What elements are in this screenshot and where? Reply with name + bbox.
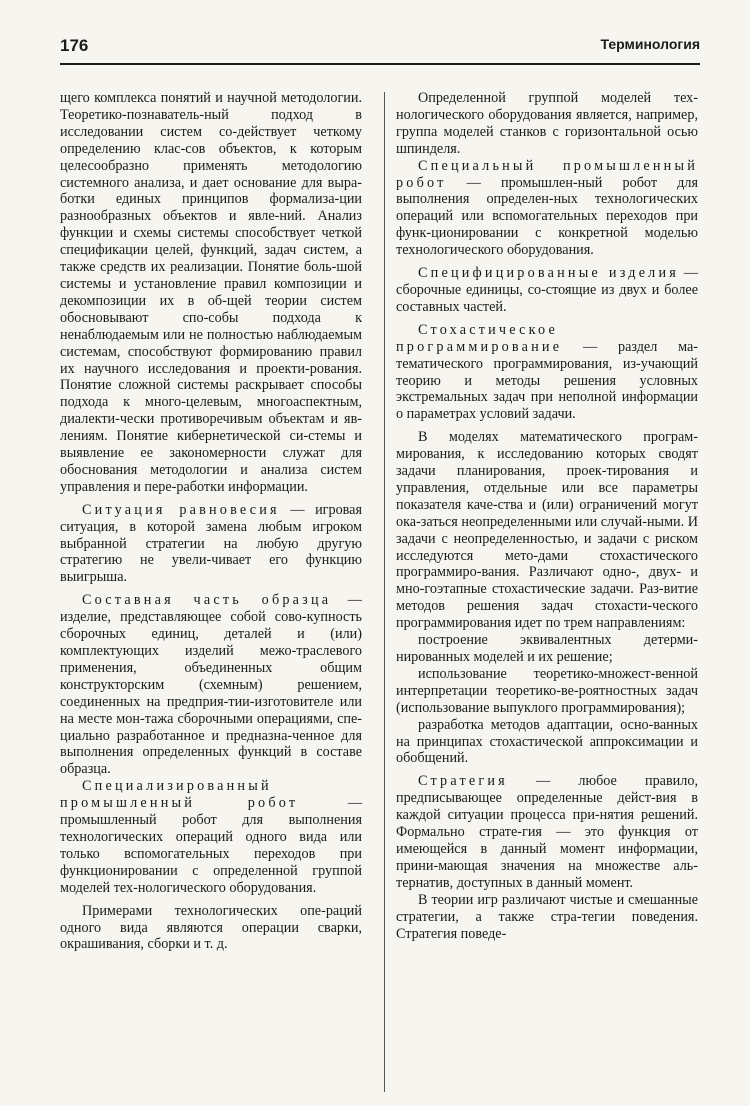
definition-text: — раздел ма-тематического программирования, из-учающий теорию и методы решения условных экстремальных задач при неполной информации о параметрах условий задачи. (396, 338, 698, 423)
term: Стратегия (418, 773, 508, 790)
definition-paragraph (60, 592, 362, 778)
definition-text: — игровая ситуация, в которой замена любым игроком выбранной стратегии на любую другую стратегию не увели-чивает его функцию выигрыша. (60, 501, 363, 586)
definition-text: — промышленный робот для выполнения технологических операций одного вида или только вспомогательных переходов при функционировании с определенной группой моделей тех-нологического оборудования. (60, 795, 362, 896)
column-divider (384, 92, 385, 1092)
term: Специфицированные изделия (418, 265, 679, 282)
definition-paragraph (60, 502, 362, 587)
definition-paragraph (396, 265, 698, 316)
paragraph: щего комплекса понятий и научной методологии. Теоретико-познаватель-ный подход в исследовании систем со-действует четкому определению клас-сов объектов, к которым целесообразно применять методологию системного анализа, и дает основание для выра-ботки единых принципов формализа-ции разнообразных объектов и явле-ний. Анализ функции и схемы системы способствует четкой спецификации целей, функций, задач систем, а также средств их реализации. Понятие боль-шой системы и установление правил композиции и декомпозиции их в об-щей теории систем обосновывают спо-собы подхода к ненаблюдаемым или не полностью наблюдаемым системам, способствуют формированию правил их научного исследования и проекти-рования. Понятие сложной системы раскрывает способы подхода к много-целевым, многоаспектным, диалекти-чески противоречивым объектам и яв-лениям. Понятие кибернетической си-стемы и выявление ее закономерности служат для обоснования методологии и анализа систем управления и пере-работки информации. (60, 90, 362, 495)
definition-text: — любое правило, предписывающее определенные дейст-вия в каждой ситуации процесса при-нятия решений. Формально страте-гия — это функция от имеющейся в данный момент информации, прини-мающая значения на множестве аль-тернатив, доступных в данный момент. (396, 773, 698, 891)
term: Ситуация равновесия (82, 501, 280, 518)
definition-text: — промышлен-ный робот для выполнения определен-ных технологических операций или вспомогательных переходов при функ-ционировании с конкретной моделью технологического оборудования. (396, 174, 698, 259)
paragraph: Определенной группой моделей тех-нологического оборудования является, например, группа моделей станков с горизонтальной осью шпинделя. (396, 90, 698, 157)
paragraph: В моделях математического програм-мирования, к исследованию которых сводят задачи планирования, проек-тирования и управления, отдельные или все параметры показателя каче-ства и (или) ограничений могут ока-заться неопределенными или случай-ными. И задачи с неопределенностью, и задачи с риском исследуются мето-дами стохастического программиро-вания. Различают одно-, двух- и мно-гоэтапные стохастические задачи. Раз-витие методов решения задач стохасти-ческого программирования идет по трем направлениям: (396, 429, 698, 632)
right-column (396, 90, 698, 942)
definition-paragraph (396, 158, 698, 259)
term: Специальный промышленный робот (396, 157, 698, 191)
paragraph: использование теоретико-множест-венной интерпретации теоретико-ве-роятностных задач (использование выпуклого программирования); (396, 665, 698, 716)
running-head: Терминология (600, 36, 700, 52)
page-number: 176 (60, 36, 89, 55)
term: Составная часть образца (82, 592, 332, 609)
term: Специализированный промышленный робот (60, 778, 299, 812)
paragraph: построение эквивалентных детерми-нированных моделей и их решение; (396, 632, 698, 665)
definition-text: — изделие, представляющее собой сово-купность сборочных единиц, деталей и (или) комплектующих изделий межо-траслевого применения, объединенных общим конструкторским (схемным) решением, соединенных на предприя-тии-изготовителе или на месте мон-тажа сборочными операциями, спе-циально разработанное и предназна-ченное для выполнения определенных функций в составе образца. (60, 592, 362, 778)
left-column (60, 90, 362, 953)
page-header (60, 36, 700, 62)
definition-paragraph (396, 322, 698, 423)
definition-paragraph (396, 773, 698, 891)
paragraph: разработка методов адаптации, осно-ванных на принципах стохастической аппроксимации и обобщений. (396, 716, 698, 767)
definition-paragraph (60, 778, 362, 896)
term: Стохастическое программирование (396, 321, 563, 355)
paragraph: В теории игр различают чистые и смешанные стратегии, а также стра-тегии поведения. Стратегия поведе- (396, 891, 698, 942)
definition-text: — сборочные единицы, со-стоящие из двух и более составных частей. (396, 265, 698, 315)
paragraph: Примерами технологических опе-раций одного вида являются операции сварки, окрашивания, сборки и т. д. (60, 902, 362, 953)
header-rule (60, 63, 700, 65)
